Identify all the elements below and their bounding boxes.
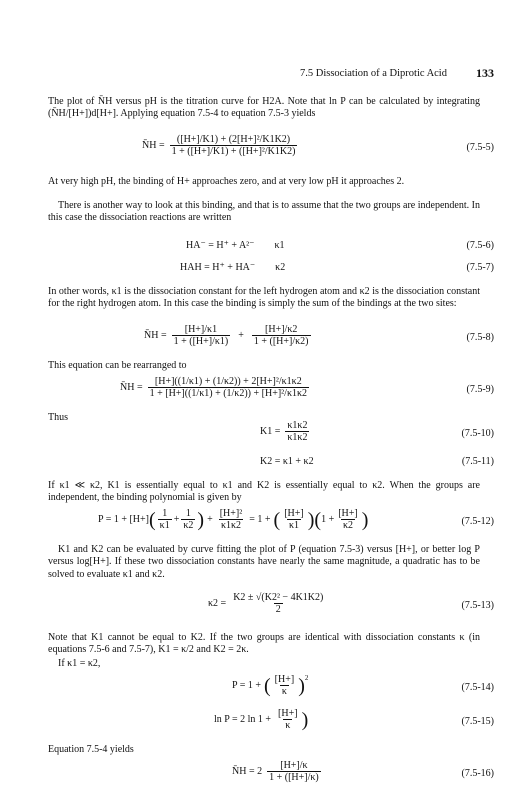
eq-frac-5-num: [H+] [338,508,358,519]
eq-part-a: P = 1 + [H+] [98,514,149,525]
right-paren-icon: ) [197,508,205,531]
eq-label: (7.5-16) [461,768,494,779]
eq-numerator: [H+]/κ [280,760,308,771]
eq-lhs: N̄H = 2 [232,766,263,777]
eq-label: (7.5-11) [461,456,494,467]
running-header: 7.5 Dissociation of a Diprotic Acid [300,68,447,79]
eq-exponent: 2 [304,674,309,682]
equation-7-5-5 [48,134,494,164]
right-paren-icon: ) [301,708,309,731]
eq-denominator: κ [285,720,291,731]
paragraph-1: The plot of N̄H versus pH is the titration curve for H2A. Note that ln P can be calculated by integrating (N̄H/[H+])d[H+]. Applying equation 7.5-4 to equation 7.5-3 yields [48,96,480,120]
eq-frac-1-den: κ1 [159,520,170,531]
eq-text: K2 = κ1 + κ2 [260,456,314,467]
eq-lhs: N̄H = [142,140,165,151]
eq-text: HA⁻ = H⁺ + A²⁻ κ1 [186,240,285,251]
eq-label: (7.5-15) [461,716,494,727]
eq-label: (7.5-7) [466,262,494,273]
eq-denominator: 1 + ([H+]/K1) + ([H+]²/K1K2) [171,146,296,157]
eq-lhs: N̄H = [120,382,143,393]
eq-frac-5-den: κ2 [342,520,353,531]
eq-label: (7.5-12) [461,516,494,527]
equation-7-5-13 [48,592,494,622]
eq-lhs: P = 1 + [232,680,261,691]
eq-lhs: K1 = [260,426,281,437]
paragraph-9: Note that K1 cannot be equal to K2. If the two groups are identical with dissociation constants κ (in equations 7.5-6 and 7.5-7), K1 = κ/2 and K2 = 2κ. [48,632,480,656]
equation-7-5-6 [48,240,494,256]
left-paren-icon: ( [273,508,281,531]
eq-frac-2-den: κ2 [183,520,194,531]
eq-label: (7.5-9) [466,384,494,395]
left-paren-icon: ( [149,508,156,531]
eq-numerator: K2 ± √(K2² − 4K1K2) [233,592,324,603]
paragraph-7: If κ1 ≪ κ2, K1 is essentially equal to κ1 and K2 is essentially equal to κ2. When the groups are independent, the binding polynomial is given by [48,480,480,504]
eq-numerator: κ1κ2 [287,420,308,431]
equation-7-5-15 [48,708,494,738]
eq-label: (7.5-6) [466,240,494,251]
eq-denominator-2: 1 + ([H+]/κ2) [253,336,309,347]
equation-7-5-14 [48,674,494,704]
eq-part-c: = 1 + [249,514,271,525]
eq-label: (7.5-13) [461,600,494,611]
eq-frac-2-num: 1 [185,508,191,519]
eq-text: HAH = H⁺ + HA⁻ κ2 [180,262,286,273]
eq-denominator: 1 + ([H+]/κ) [269,772,319,783]
eq-lhs: ln P = 2 ln 1 + [214,714,272,725]
eq-lhs: κ2 = [208,598,227,609]
eq-denominator-1: 1 + ([H+]/κ1) [173,336,229,347]
eq-plus: + [238,330,244,341]
eq-numerator: ([H+]/K1) + (2[H+]²/K1K2) [176,134,291,145]
page-number: 133 [476,66,494,80]
eq-numerator-1: [H+]/κ1 [184,324,218,335]
paragraph-6: Thus [48,412,68,423]
eq-frac-4-num: [H+] [284,508,304,519]
equation-7-5-7 [48,262,494,278]
eq-lhs: N̄H = [144,330,167,341]
paragraph-10: If κ1 = κ2, [58,658,101,669]
eq-part-d: 1 + [321,514,335,525]
equation-7-5-10 [48,420,494,450]
eq-frac-3-den: κ1κ2 [220,520,242,531]
eq-denominator: κ1κ2 [287,432,308,443]
paragraph-5: This equation can be rearranged to [48,360,187,371]
eq-frac-3-num: [H+]² [219,508,243,519]
eq-label: (7.5-10) [461,428,494,439]
eq-label: (7.5-8) [466,332,494,343]
equation-7-5-11 [48,456,494,472]
eq-numerator: [H+]((1/κ1) + (1/κ2)) + 2[H+]²/κ1κ2 [154,376,302,387]
left-paren-icon: ( [263,674,271,697]
eq-denominator: 1 + [H+]((1/κ1) + (1/κ2)) + [H+]²/κ1κ2 [149,388,308,399]
eq-denominator: 2 [275,604,281,615]
paragraph-2: At very high pH, the binding of H+ approaches zero, and at very low pH it approaches 2. [48,176,405,187]
eq-numerator-2: [H+]/κ2 [265,324,298,335]
eq-part-b: + [207,514,213,525]
paragraph-4: In other words, κ1 is the dissociation constant for the left hydrogen atom and κ2 is the dissociation constant for the right hydrogen atom. In this case the binding is simply the sum of the bindings at the two sites: [48,286,480,310]
equation-7-5-12 [48,508,494,538]
eq-label: (7.5-5) [466,142,494,153]
eq-frac-1-num: 1 [162,508,168,519]
paragraph-8: K1 and K2 can be evaluated by curve fitting the plot of P (equation 7.5-3) versus [H+], or better log P versus log[H+]. If these two dissociation constants have nearly the same magnitude, a quadratic has to be solved to evaluate κ1 and κ2. [48,544,480,580]
eq-plus: + [173,514,180,525]
right-paren-icon: ) [361,508,369,531]
eq-numerator: [H+] [274,674,295,685]
equation-7-5-9 [48,376,494,406]
left-paren-icon: ( [314,508,322,531]
right-paren-icon: ) [298,674,305,697]
eq-label: (7.5-14) [461,682,494,693]
equation-7-5-16 [48,760,494,790]
right-paren-icon: ) [307,508,315,531]
equation-7-5-8 [48,324,494,354]
paragraph-11: Equation 7.5-4 yields [48,744,134,755]
eq-numerator: [H+] [278,708,298,719]
eq-denominator: κ [281,686,287,697]
paragraph-3: There is another way to look at this binding, and that is to assume that the two groups are independent. In this case the dissociation reactions are written [48,200,480,224]
eq-frac-4-den: κ1 [288,520,299,531]
